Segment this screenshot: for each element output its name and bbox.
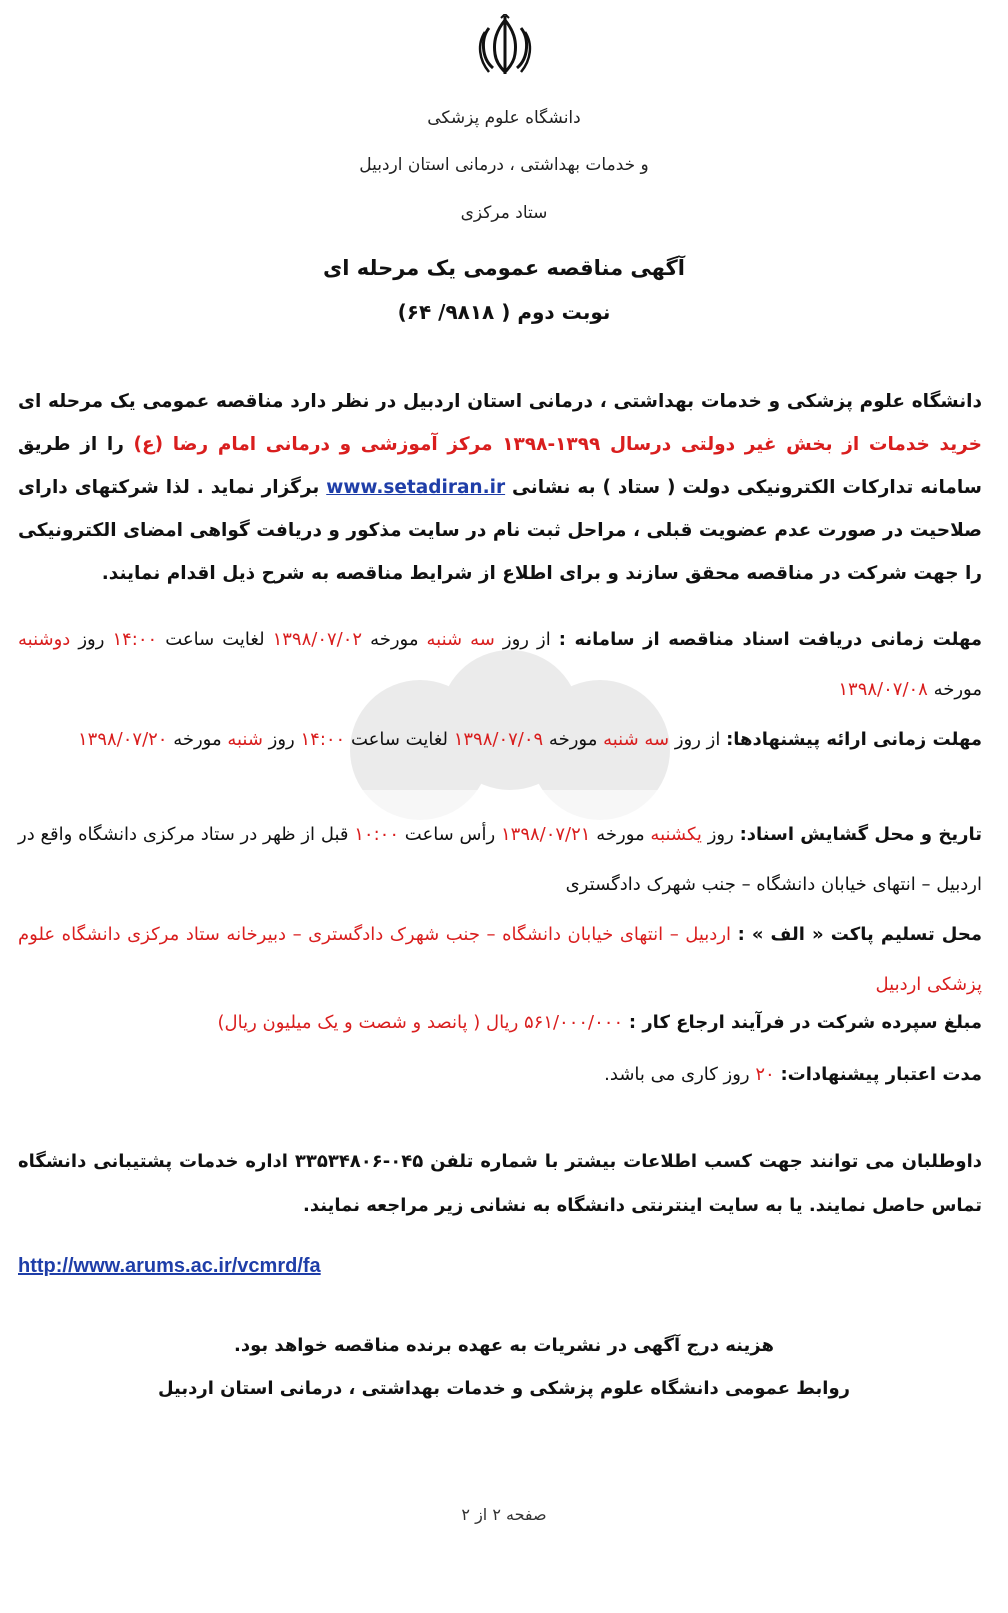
s2-date-start: ۱۳۹۸/۰۷/۰۹ [453, 729, 544, 750]
page-number: صفحه ۲ از ۲ [461, 1505, 547, 1524]
envelope-location: اردبیل – انتهای خیابان دانشگاه – جنب شهرک دادگستری – دبیرخانه ستاد مرکزی دانشگاه علوم پزشکی اردبیل [18, 924, 982, 995]
s1-date-start: ۱۳۹۸/۰۷/۰۲ [272, 629, 363, 650]
header-university: دانشگاه علوم پزشکی [427, 108, 581, 128]
opening-date-place [18, 810, 982, 910]
validity-label: مدت اعتبار پیشنهادات: [780, 1064, 982, 1085]
notice-title: آگهی مناقصه عمومی یک مرحله ای [323, 256, 685, 280]
s3-time: ۱۰:۰۰ [354, 824, 400, 845]
intro-text-1: دانشگاه علوم پزشکی و خدمات بهداشتی ، درمانی استان اردبیل در نظر دارد مناقصه عمومی یک مرحله ای [18, 391, 982, 412]
deposit-label: مبلغ سپرده شرکت در فرآیند ارجاع کار : [628, 1012, 982, 1033]
s3-text-b: مورخه [590, 824, 651, 845]
s2-text-e: مورخه [167, 729, 228, 750]
setadiran-link[interactable]: www.setadiran.ir [326, 477, 506, 498]
s1-text-c: لغایت ساعت [157, 629, 273, 650]
header-services: و خدمات بهداشتی ، درمانی استان اردبیل [359, 155, 649, 175]
s2-text-d: روز [262, 729, 301, 750]
deposit-amount [18, 1008, 982, 1038]
s2-time: ۱۴:۰۰ [300, 729, 346, 750]
s3-date: ۱۳۹۸/۰۷/۲۱ [500, 824, 591, 845]
s1-day-end: دوشنبه [18, 629, 71, 650]
opening-label: تاریخ و محل گشایش اسناد: [739, 824, 982, 845]
documents-deadline-label: مهلت زمانی دریافت اسناد مناقصه از سامانه : [558, 629, 982, 650]
validity-rest: روز کاری می باشد. [604, 1064, 756, 1085]
proposals-deadline [18, 715, 982, 765]
s2-day-start: سه شنبه [603, 729, 670, 750]
s3-day: یکشنبه [650, 824, 702, 845]
envelope-label: محل تسلیم پاکت « الف » : [737, 924, 982, 945]
s1-time: ۱۴:۰۰ [112, 629, 158, 650]
s1-date-end: ۱۳۹۸/۰۷/۰۸ [838, 679, 928, 700]
envelope-delivery [18, 910, 982, 1010]
s1-text-e: مورخه [927, 679, 982, 700]
validity-period [18, 1060, 982, 1090]
s1-text-a: از روز [494, 629, 559, 650]
s3-text-c: رأس ساعت [399, 824, 501, 845]
footer-public-relations: روابط عمومی دانشگاه علوم پزشکی و خدمات بهداشتی ، درمانی استان اردبیل [157, 1378, 851, 1399]
university-url-link[interactable]: http://www.arums.ac.ir/vcmrd/fa [18, 1255, 321, 1277]
s1-text-d: روز [70, 629, 113, 650]
intro-paragraph [18, 380, 982, 595]
validity-days: ۲۰ [755, 1064, 781, 1085]
s2-text-a: از روز [669, 729, 727, 750]
s1-text-b: مورخه [362, 629, 427, 650]
footer-cost-note: هزینه درج آگهی در نشریات به عهده برنده مناقصه خواهد بود. [234, 1335, 774, 1356]
s2-text-b: مورخه [543, 729, 604, 750]
s3-text-a: روز [701, 824, 740, 845]
iran-emblem-icon [475, 14, 535, 76]
s1-day-start: سه شنبه [426, 629, 495, 650]
proposals-deadline-label: مهلت زمانی ارائه پیشنهادها: [726, 729, 982, 750]
s2-date-end: ۱۳۹۸/۰۷/۲۰ [78, 729, 168, 750]
deposit-value: ۵۶۱/۰۰۰/۰۰۰ ریال ( پانصد و شصت و یک میلیون ریال) [217, 1012, 629, 1033]
intro-text-2: را از طریق سامانه تدارکات الکترونیکی دولت ( ستاد ) به نشانی [18, 434, 982, 498]
intro-text-3: برگزار نماید . لذا شرکتهای دارای صلاحیت در صورت عدم عضویت قبلی ، مراحل ثبت نام در سایت مذکور و دریافت گواهی امضای الکترونیکی را جهت شرکت در مناقصه محقق سازند و برای اطلاع از شرایط مناقصه به شرح ذیل اقدام نمایند. [18, 477, 982, 584]
header-headquarters: ستاد مرکزی [460, 203, 548, 223]
s3-location: قبل از ظهر در ستاد مرکزی دانشگاه واقع در اردبیل – انتهای خیابان دانشگاه – جنب شهرک دادگستری [18, 824, 982, 895]
intro-subject: خرید خدمات از بخش غیر دولتی درسال ۱۳۹۹-۱۳۹۸ مرکز آموزشی و درمانی امام رضا (ع) [133, 434, 982, 455]
s2-day-end: شنبه [227, 729, 263, 750]
notice-round: نوبت دوم ( ۹۸۱۸/ ۶۴) [397, 300, 611, 324]
s2-text-c: لغایت ساعت [345, 729, 454, 750]
contact-paragraph: داوطلبان می توانند جهت کسب اطلاعات بیشتر با شماره تلفن ۰۴۵-۳۳۵۳۴۸۰۶ اداره خدمات پشتیبانی دانشگاه تماس حاصل نمایند. یا به سایت اینترنتی دانشگاه به نشانی زیر مراجعه نمایند. [18, 1151, 982, 1216]
documents-deadline [18, 615, 982, 715]
